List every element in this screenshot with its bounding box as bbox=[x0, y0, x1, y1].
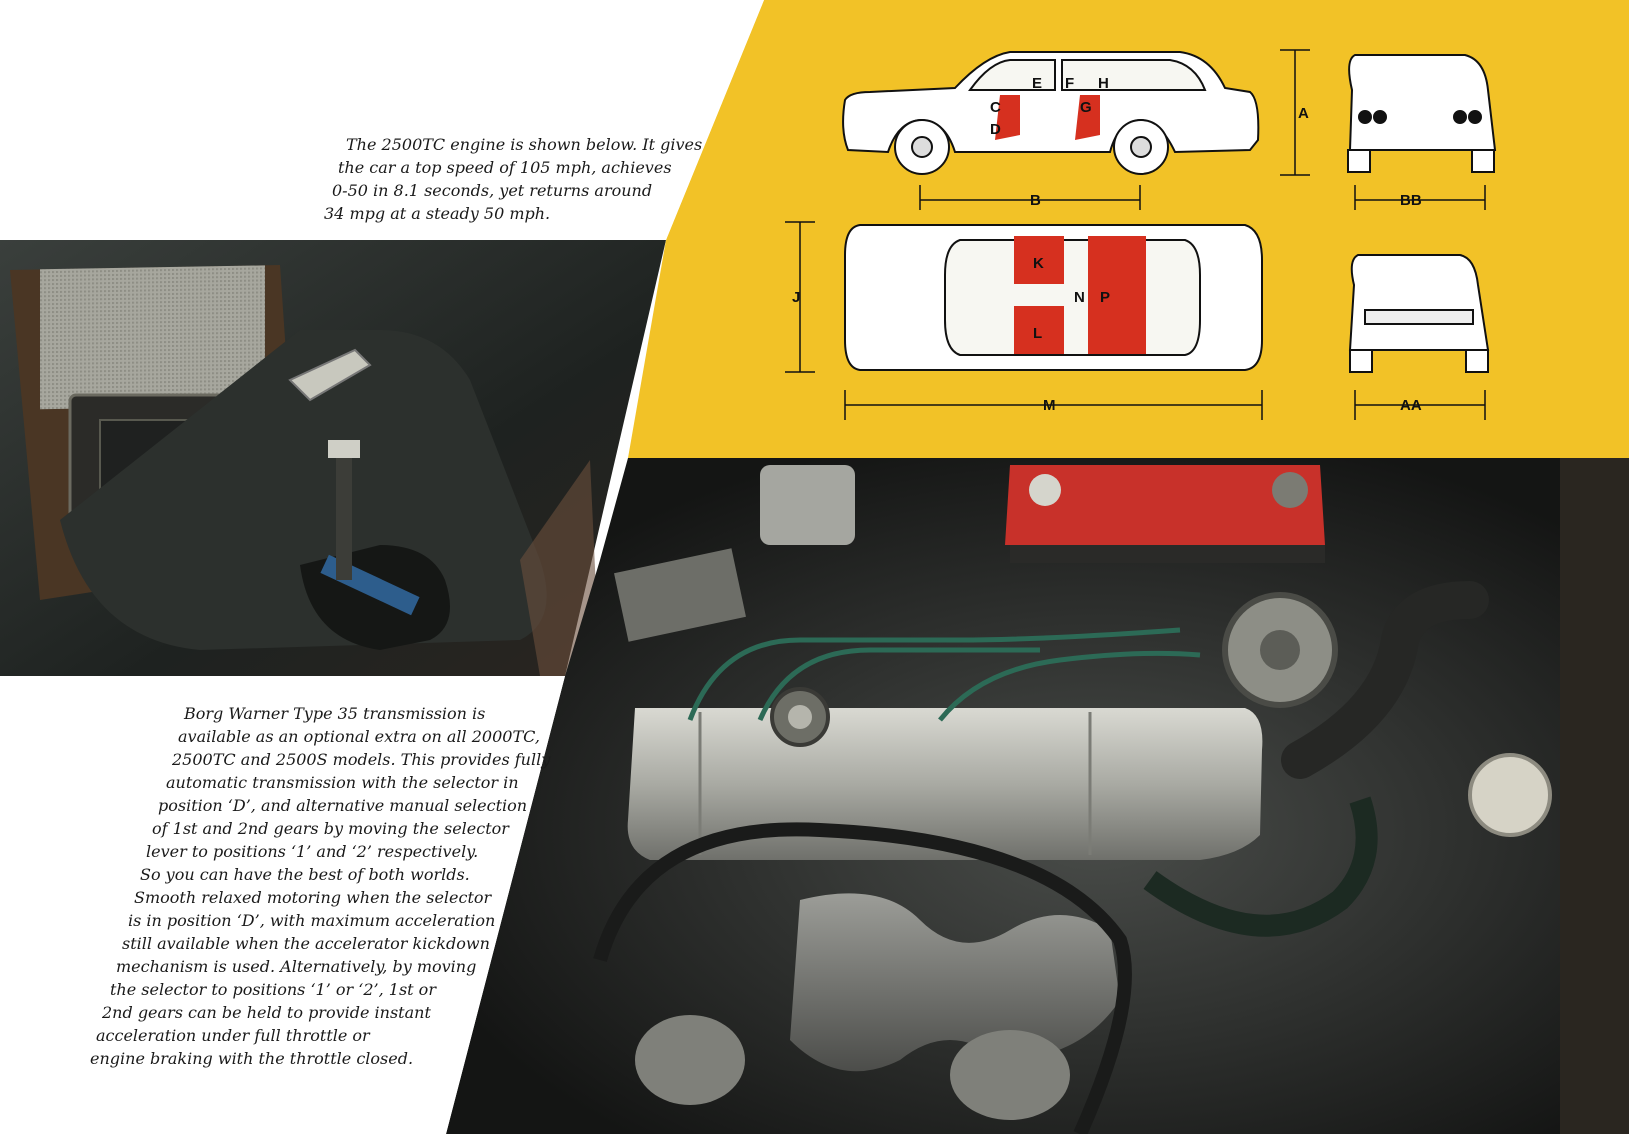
transmission-caption bbox=[88, 702, 551, 1070]
engine-caption-line: 0-50 in 8.1 seconds, yet returns around bbox=[332, 181, 653, 200]
dim-label-c: C bbox=[990, 99, 1001, 116]
transmission-caption-line: still available when the accelerator kickdown bbox=[122, 934, 490, 953]
car-rear-view bbox=[1348, 55, 1495, 172]
transmission-caption-line: Smooth relaxed motoring when the selector bbox=[134, 888, 492, 907]
transmission-caption-line: of 1st and 2nd gears by moving the selector bbox=[152, 819, 509, 838]
transmission-caption-line: position ‘D’, and alternative manual selection bbox=[158, 796, 528, 815]
transmission-caption-line: So you can have the best of both worlds. bbox=[140, 865, 470, 884]
transmission-caption-line: Borg Warner Type 35 transmission is bbox=[184, 704, 486, 723]
transmission-caption-line: is in position ‘D’, with maximum acceleration bbox=[128, 911, 496, 930]
engine-caption-line: The 2500TC engine is shown below. It gives bbox=[346, 135, 703, 154]
dim-label-f: F bbox=[1065, 75, 1075, 92]
transmission-caption-line: automatic transmission with the selector in bbox=[166, 773, 519, 792]
transmission-caption-line: available as an optional extra on all 2000TC, bbox=[178, 727, 540, 746]
dim-label-a: A bbox=[1298, 105, 1309, 122]
engine-caption-line: the car a top speed of 105 mph, achieves bbox=[338, 158, 672, 177]
engine-caption bbox=[322, 133, 702, 225]
dim-label-n: N bbox=[1074, 289, 1085, 306]
dim-label-m: M bbox=[1043, 397, 1056, 414]
transmission-caption-line: 2nd gears can be held to provide instant bbox=[102, 1003, 431, 1022]
dim-label-d: D bbox=[990, 121, 1001, 138]
dim-label-g: G bbox=[1080, 99, 1092, 116]
transmission-caption-line: lever to positions ‘1’ and ‘2’ respectively. bbox=[146, 842, 479, 861]
dim-label-h: H bbox=[1098, 75, 1109, 92]
dim-label-l: L bbox=[1033, 325, 1043, 342]
dim-label-j: J bbox=[792, 289, 801, 306]
transmission-caption-line: the selector to positions ‘1’ or ‘2’, 1st or bbox=[110, 980, 436, 999]
dim-label-p: P bbox=[1100, 289, 1111, 306]
car-front-view bbox=[1350, 255, 1488, 372]
transmission-caption-line: 2500TC and 2500S models. This provides fully bbox=[172, 750, 551, 769]
dim-label-k: K bbox=[1033, 255, 1044, 272]
transmission-caption-line: mechanism is used. Alternatively, by moving bbox=[116, 957, 477, 976]
car-side-view bbox=[843, 52, 1258, 174]
transmission-caption-line: engine braking with the throttle closed. bbox=[90, 1049, 414, 1068]
car-plan-view bbox=[845, 225, 1262, 370]
dim-label-aa: AA bbox=[1400, 397, 1422, 414]
dim-label-bb: BB bbox=[1400, 192, 1422, 209]
dim-label-b: B bbox=[1030, 192, 1041, 209]
engine-caption-line: 34 mpg at a steady 50 mph. bbox=[324, 204, 551, 223]
dim-label-e: E bbox=[1032, 75, 1043, 92]
transmission-caption-line: acceleration under full throttle or bbox=[96, 1026, 370, 1045]
